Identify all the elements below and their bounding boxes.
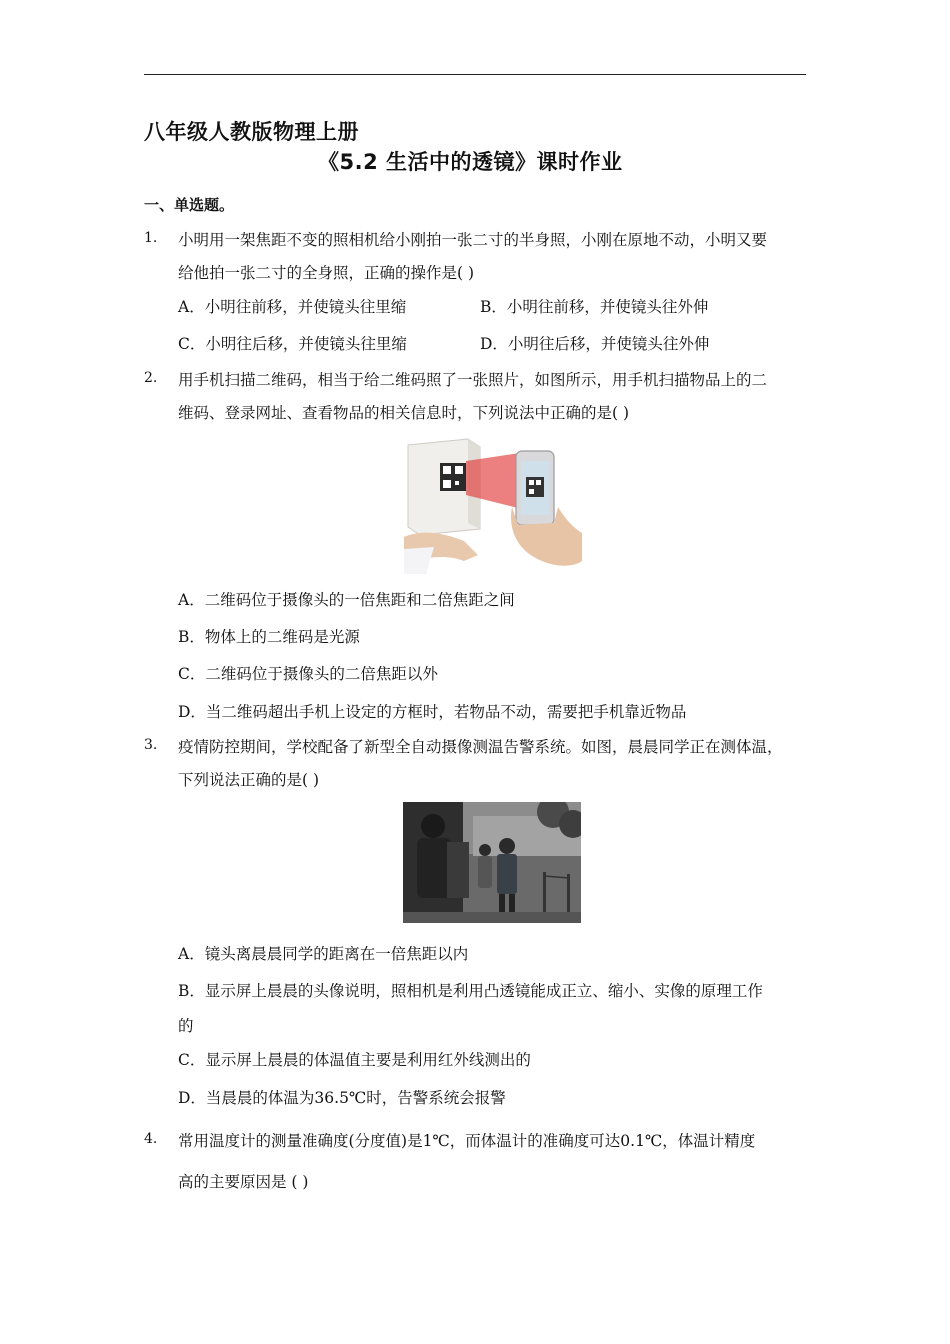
header-rule (144, 74, 806, 75)
section-heading: 一、单选题。 (144, 196, 235, 214)
question-text-line: 高的主要原因是 ( ) (178, 1173, 309, 1191)
qr-scan-drawing (404, 437, 582, 574)
option-c: C．二维码位于摄像头的二倍焦距以外 (178, 665, 438, 683)
option-b: B．小明往前移，并使镜头往外伸 (480, 298, 709, 316)
question-text-line: 疫情防控期间，学校配备了新型全自动摄像测温告警系统。如图，晨晨同学正在测体温， (178, 738, 783, 756)
option-c: C．小明往后移，并使镜头往里缩 (178, 335, 407, 353)
option-c: C．显示屏上晨晨的体温值主要是利用红外线测出的 (178, 1051, 531, 1069)
grade-title: 八年级人教版物理上册 (144, 120, 359, 144)
question-number: 2. (144, 370, 158, 386)
option-d: D．当晨晨的体温为36.5℃时，告警系统会报警 (178, 1089, 506, 1107)
lesson-title: 《5.2 生活中的透镜》课时作业 (318, 150, 623, 174)
temperature-check-photo (403, 802, 581, 923)
option-d: D．小明往后移，并使镜头往外伸 (480, 335, 710, 353)
option-b: B．显示屏上晨晨的头像说明，照相机是利用凸透镜能成正立、缩小、实像的原理工作 (178, 982, 763, 1000)
question-text-line: 下列说法正确的是( ) (178, 771, 320, 789)
question-text-line: 维码、登录网址、查看物品的相关信息时，下列说法中正确的是( ) (178, 404, 630, 422)
question-text-line: 常用温度计的测量准确度(分度值)是1℃，而体温计的准确度可达0.1℃，体温计精度 (178, 1132, 756, 1150)
question-number: 4. (144, 1131, 158, 1147)
temperature-check-drawing (403, 802, 581, 923)
option-a: A．小明往前移，并使镜头往里缩 (178, 298, 407, 316)
option-b: B．物体上的二维码是光源 (178, 628, 360, 646)
question-text-line: 小明用一架焦距不变的照相机给小刚拍一张二寸的半身照，小刚在原地不动，小明又要 (178, 231, 768, 249)
option-b-continued: 的 (178, 1017, 194, 1035)
question-number: 1. (144, 230, 158, 246)
question-number: 3. (144, 737, 158, 753)
qr-scan-illustration (404, 437, 582, 574)
option-a: A．镜头离晨晨同学的距离在一倍焦距以内 (178, 945, 469, 963)
option-a: A．二维码位于摄像头的一倍焦距和二倍焦距之间 (178, 591, 515, 609)
option-d: D．当二维码超出手机上设定的方框时，若物品不动，需要把手机靠近物品 (178, 703, 687, 721)
question-text-line: 用手机扫描二维码，相当于给二维码照了一张照片，如图所示，用手机扫描物品上的二 (178, 371, 768, 389)
question-text-line: 给他拍一张二寸的全身照，正确的操作是( ) (178, 264, 475, 282)
